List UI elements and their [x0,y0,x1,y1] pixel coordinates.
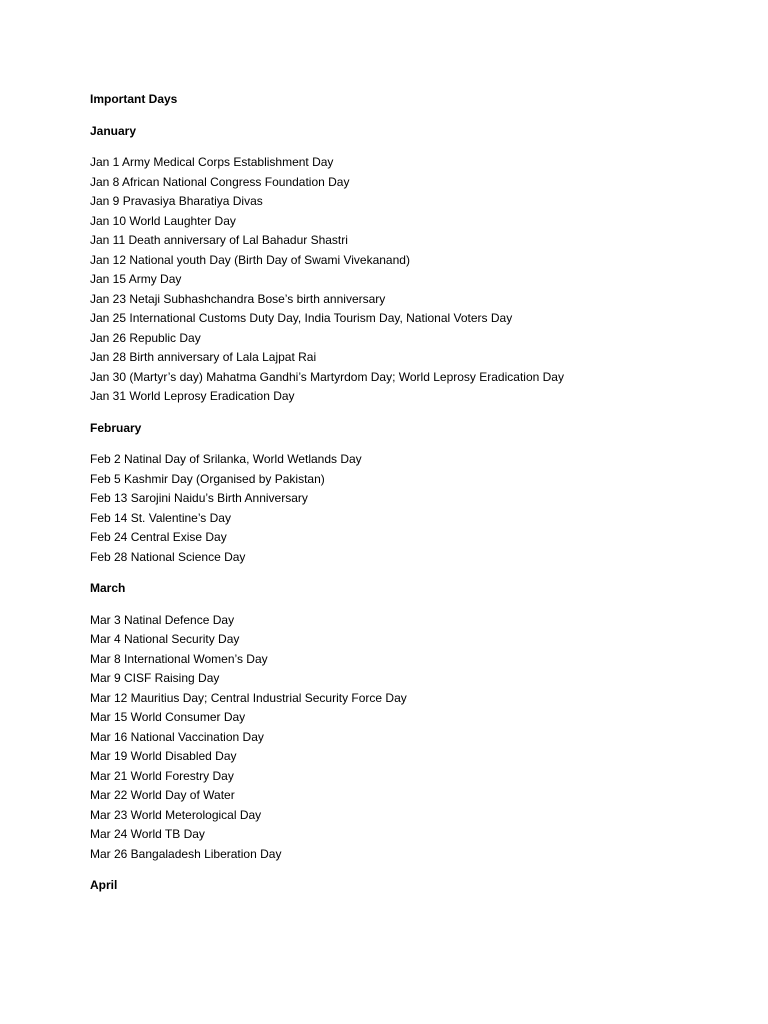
day-entry: Jan 26 Republic Day [90,330,201,345]
day-entry: Jan 12 National youth Day (Birth Day of Swami Vivekanand) [90,252,410,267]
sections-container [90,122,750,896]
day-entry: Mar 8 International Women’s Day [90,651,268,666]
day-entry: Jan 15 Army Day [90,272,182,286]
day-entry: Mar 12 Mauritius Day; Central Industrial Security Force Day [90,690,407,705]
day-entry: Jan 28 Birth anniversary of Lala Lajpat Rai [90,350,317,364]
day-entry: Jan 10 World Laughter Day [90,213,236,228]
month-heading: March [90,581,126,595]
day-entry: Mar 24 World TB Day [90,827,205,841]
day-entry: Feb 24 Central Exise Day [90,530,227,544]
month-heading: January [90,123,137,138]
day-entry: Jan 8 African National Congress Foundation Day [90,174,350,189]
month-section [90,579,750,864]
day-entry: Jan 23 Netaji Subhashchandra Bose’s birth anniversary [90,291,386,306]
month-section [90,419,750,568]
day-entry: Jan 25 International Customs Duty Day, India Tourism Day, National Voters Day [90,311,513,325]
day-entry: Mar 3 Natinal Defence Day [90,612,235,627]
day-entry: Jan 11 Death anniversary of Lal Bahadur Shastri [90,233,348,247]
day-entry: Mar 15 World Consumer Day [90,710,246,724]
document-title: Important Days [90,92,178,106]
day-list [90,450,750,567]
month-section [90,122,750,407]
day-entry: Mar 4 National Security Day [90,632,240,646]
day-entry: Jan 1 Army Medical Corps Establishment Day [90,155,334,169]
month-heading: February [90,420,142,435]
day-entry: Jan 31 World Leprosy Eradication Day [90,389,295,403]
day-entry: Feb 13 Sarojini Naidu’s Birth Anniversary [90,491,308,505]
day-entry: Mar 16 National Vaccination Day [90,729,264,744]
day-entry: Jan 30 (Martyr’s day) Mahatma Gandhi’s Martyrdom Day; World Leprosy Eradication Day [90,369,564,384]
day-entry: Mar 21 World Forestry Day [90,768,234,783]
document-page [90,90,750,908]
day-entry: Feb 14 St. Valentine’s Day [90,510,231,525]
day-entry: Feb 2 Natinal Day of Srilanka, World Wetlands Day [90,452,362,466]
day-entry: Mar 9 CISF Raising Day [90,671,220,685]
day-list [90,153,750,407]
day-entry: Feb 5 Kashmir Day (Organised by Pakistan) [90,471,325,486]
month-section [90,876,750,896]
day-entry: Mar 23 World Meterological Day [90,807,262,822]
day-entry: Jan 9 Pravasiya Bharatiya Divas [90,194,263,208]
day-entry: Feb 28 National Science Day [90,549,246,564]
day-list [90,611,750,865]
month-heading: April [90,878,118,892]
day-entry: Mar 22 World Day of Water [90,788,235,802]
day-entry: Mar 19 World Disabled Day [90,749,237,763]
day-entry: Mar 26 Bangaladesh Liberation Day [90,846,282,861]
